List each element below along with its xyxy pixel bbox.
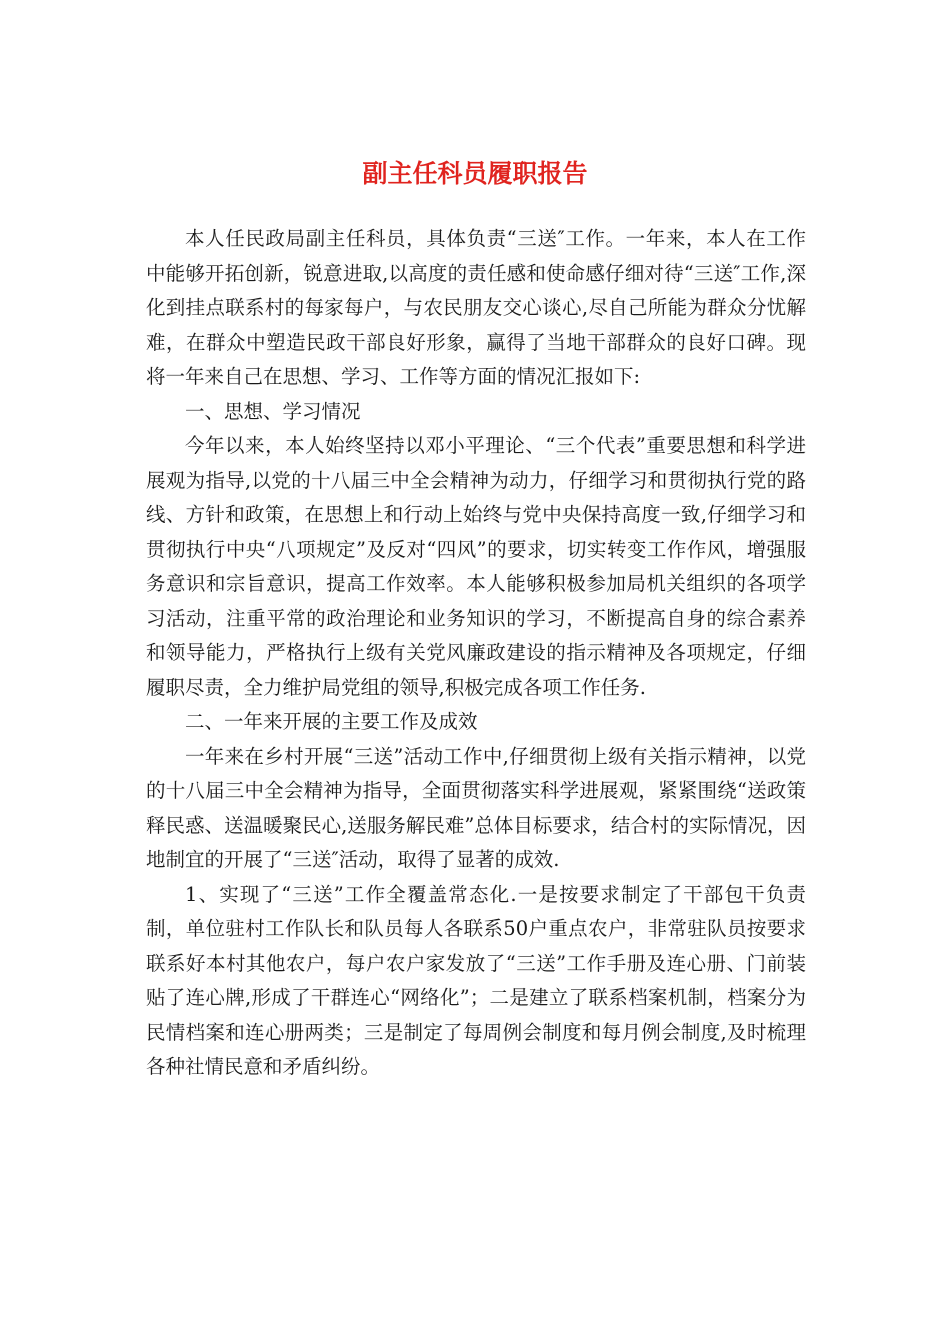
section-heading-thought-study: 一、思想、学习情况	[185, 399, 361, 423]
section-heading-main-work: 二、一年来开展的主要工作及成效	[185, 710, 478, 733]
paragraph-item-1: 1、实现了“三送”工作全覆盖常态化.一是按要求制定了干部包干负责制，单位驻村工作队长和队员每人各联系50户重点农户，非常驻队员按要求联系好本村其他农户，每户农户家发放了“三送”工作手册及连心册、门前装贴了连心牌,形成了干群连心“网络化”；二是建立了联系档案机制，档案分为民情档案和连心册两类；三是制定了每周例会制度和每月例会制度,及时梳理各种社情民意和矛盾纠纷。	[146, 882, 806, 1078]
paragraph-intro: 本人任民政局副主任科员，具体负责“三送″工作。一年来，本人在工作中能够开拓创新，锐意进取,以高度的责任感和使命感仔细对待“三送″工作,深化到挂点联系村的每家每户，与农民朋友交心谈心,尽自己所能为群众分忧解难，在群众中塑造民政干部良好形象，赢得了当地干部群众的良好口碑。现将一年来自己在思想、学习、工作等方面的情况汇报如下:	[146, 227, 806, 388]
paragraph-thought-study: 今年以来，本人始终坚持以邓小平理论、“三个代表”重要思想和科学进展观为指导,以党的十八届三中全会精神为动力，仔细学习和贯彻执行党的路线、方针和政策，在思想上和行动上始终与党中央保持高度一致,仔细学习和贯彻执行中央“八项规定”及反对“四风”的要求，切实转变工作作风，增强服务意识和宗旨意识，提高工作效率。本人能够积极参加局机关组织的各项学习活动，注重平常的政治理论和业务知识的学习，不断提高自身的综合素养和领导能力，严格执行上级有关党风廉政建设的指示精神及各项规定，仔细履职尽责，全力维护局党组的领导,积极完成各项工作任务.	[146, 434, 806, 699]
paragraph-main-work: 一年来在乡村开展“三送”活动工作中,仔细贯彻上级有关指示精神，以党的十八届三中全会精神为指导，全面贯彻落实科学进展观，紧紧围绕“送政策释民惑、送温暖聚民心,送服务解民难”总体目标要求，结合村的实际情况，因地制宜的开展了“三送″活动，取得了显著的成效.	[146, 744, 806, 871]
document-body	[146, 222, 806, 1085]
document-title: 副主任科员履职报告	[362, 159, 588, 188]
